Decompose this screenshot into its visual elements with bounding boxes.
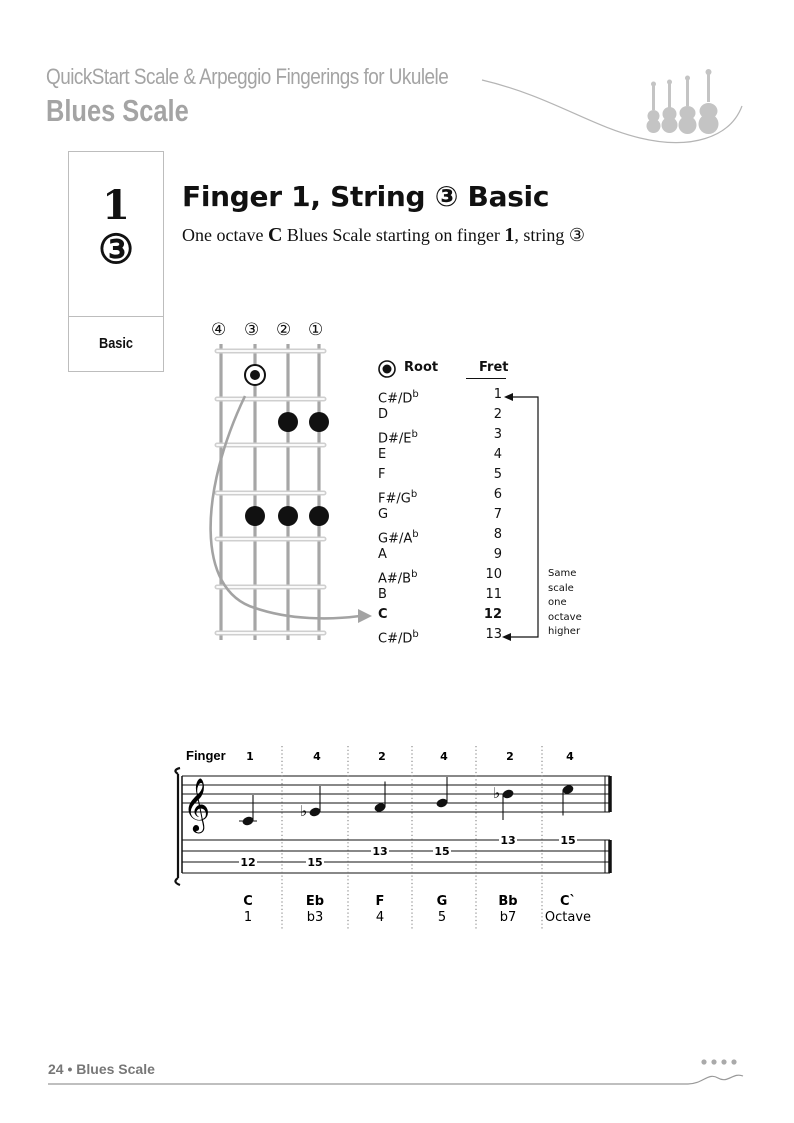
fret-number: 2 (493, 407, 502, 422)
fret-number: 6 (493, 487, 502, 502)
treble-clef-icon: 𝄞 (183, 777, 211, 831)
fret-table-row (378, 505, 506, 525)
fret-number: 11 (485, 587, 502, 602)
fret-table-row (378, 605, 506, 625)
fret-number: 5 (493, 467, 502, 482)
note-name: C (378, 607, 388, 622)
flat-superscript: b (412, 389, 419, 400)
octave-note-word: Same (548, 568, 577, 579)
octave-note-word: scale (548, 582, 574, 594)
note-name: E (378, 447, 387, 462)
note-name: D (378, 407, 389, 422)
flat-superscript: b (411, 429, 418, 440)
scale-degree-label: 5 (437, 910, 447, 925)
fret-header-underline (466, 378, 506, 379)
footer-section: Blues Scale (76, 1061, 155, 1077)
note-name: C#/D (378, 631, 413, 647)
fret-column-header: Fret (479, 360, 509, 375)
fret-number: 8 (493, 527, 502, 542)
subtitle-finger: 1 (504, 224, 515, 246)
fret-table-row (378, 545, 506, 565)
scale-degree-label: b3 (306, 910, 324, 925)
finger-number: 1 (246, 750, 254, 763)
subtitle-prefix: One octave (182, 225, 268, 245)
finger-number: 4 (440, 750, 448, 763)
position-box (68, 151, 164, 372)
root-legend-label: Root (404, 360, 439, 375)
finger-number: 2 (378, 750, 386, 763)
finger-row-label: Finger (186, 748, 226, 763)
flat-sign: ♭ (300, 802, 308, 820)
note-name: F#/G (378, 491, 411, 507)
octave-note-word: octave (548, 611, 582, 623)
fret-number: 13 (485, 627, 502, 642)
section-title: Blues Scale (46, 93, 189, 128)
note-name-label: Bb (498, 894, 518, 909)
fret-table-row (378, 625, 506, 649)
footer-rule (48, 1058, 748, 1088)
fret-number: 4 (493, 447, 502, 462)
finger-dot (309, 506, 329, 526)
string-label-1: ① (308, 320, 324, 340)
fret-number: 7 (493, 507, 502, 522)
note-name: B (378, 587, 387, 602)
flat-superscript: b (411, 569, 418, 580)
subtitle-middle: Blues Scale starting on finger (282, 225, 505, 245)
ukulele-icons (647, 69, 719, 134)
finger-dot (309, 412, 329, 432)
octave-note (548, 567, 582, 640)
note-name-label: G (436, 894, 448, 909)
string-label-4: ④ (211, 320, 227, 340)
tab-number: 15 (307, 856, 323, 869)
fret-table-row (378, 445, 506, 465)
note-name-label: F (375, 894, 385, 909)
octave-bracket (500, 390, 550, 645)
notation-staff (170, 740, 630, 940)
octave-arrowhead (358, 609, 372, 623)
flat-superscript: b (412, 529, 419, 540)
root-dot-center (250, 370, 260, 380)
fret-number: 10 (485, 567, 502, 582)
box-divider (69, 316, 163, 317)
flat-sign: ♭ (493, 784, 501, 802)
finger-number: 4 (313, 750, 321, 763)
finger-dot (245, 506, 265, 526)
fretboard-diagram (200, 340, 380, 645)
string-label-3: ③ (244, 320, 260, 340)
subtitle-suffix: , string ③ (514, 225, 586, 245)
octave-note-word: higher (548, 626, 581, 637)
series-title: QuickStart Scale & Arpeggio Fingerings for Ukulele (46, 64, 449, 89)
octave-note-word: one (548, 597, 567, 608)
tab-number: 12 (240, 856, 256, 869)
fret-number: 9 (493, 547, 502, 562)
note-name-label: C (243, 894, 253, 909)
fret-number: 12 (483, 607, 502, 622)
fret-table-row (378, 465, 506, 485)
flat-superscript: b (410, 489, 418, 500)
exercise-title: Finger 1, String ③ Basic (182, 180, 550, 213)
tab-number: 15 (434, 845, 450, 858)
finger-dot (278, 506, 298, 526)
scale-degree-label: Octave (544, 910, 592, 925)
box-finger-number: 1 (102, 182, 130, 229)
note-name: G (378, 507, 389, 522)
note-name: A (378, 547, 387, 562)
flat-superscript: b (412, 629, 419, 640)
note-name-label: Eb (305, 894, 325, 909)
box-string-number: ③ (98, 226, 134, 273)
finger-number: 4 (566, 750, 574, 763)
footer-separator: • (67, 1061, 73, 1077)
scale-degree-label: 1 (243, 910, 253, 925)
note-name: C#/D (378, 391, 413, 407)
finger-dot (278, 412, 298, 432)
tab-number: 13 (372, 845, 388, 858)
exercise-subtitle (182, 224, 585, 247)
note-name: G#/A (378, 531, 413, 547)
subtitle-key: C (267, 224, 283, 246)
finger-number: 2 (506, 750, 514, 763)
note-name: D#/E (378, 431, 412, 447)
fret-number: 3 (493, 427, 502, 442)
box-level-label: Basic (98, 335, 134, 352)
string-labels (211, 320, 336, 342)
fret-table-row (378, 405, 506, 425)
root-icon (378, 360, 398, 380)
scale-degree-label: 4 (375, 910, 385, 925)
system-bracket (175, 768, 180, 885)
scale-degree-label: b7 (499, 910, 517, 925)
string-label-2: ② (276, 320, 292, 340)
page-number: 24 (48, 1061, 64, 1077)
fret-table-row (378, 585, 506, 605)
header-decoration (480, 66, 750, 151)
tab-number: 13 (500, 834, 516, 847)
tab-number: 15 (560, 834, 576, 847)
note-name: F (378, 467, 386, 482)
fret-number: 1 (493, 387, 502, 402)
note-name: A#/B (378, 571, 412, 587)
note-name-label: C` (559, 894, 577, 909)
